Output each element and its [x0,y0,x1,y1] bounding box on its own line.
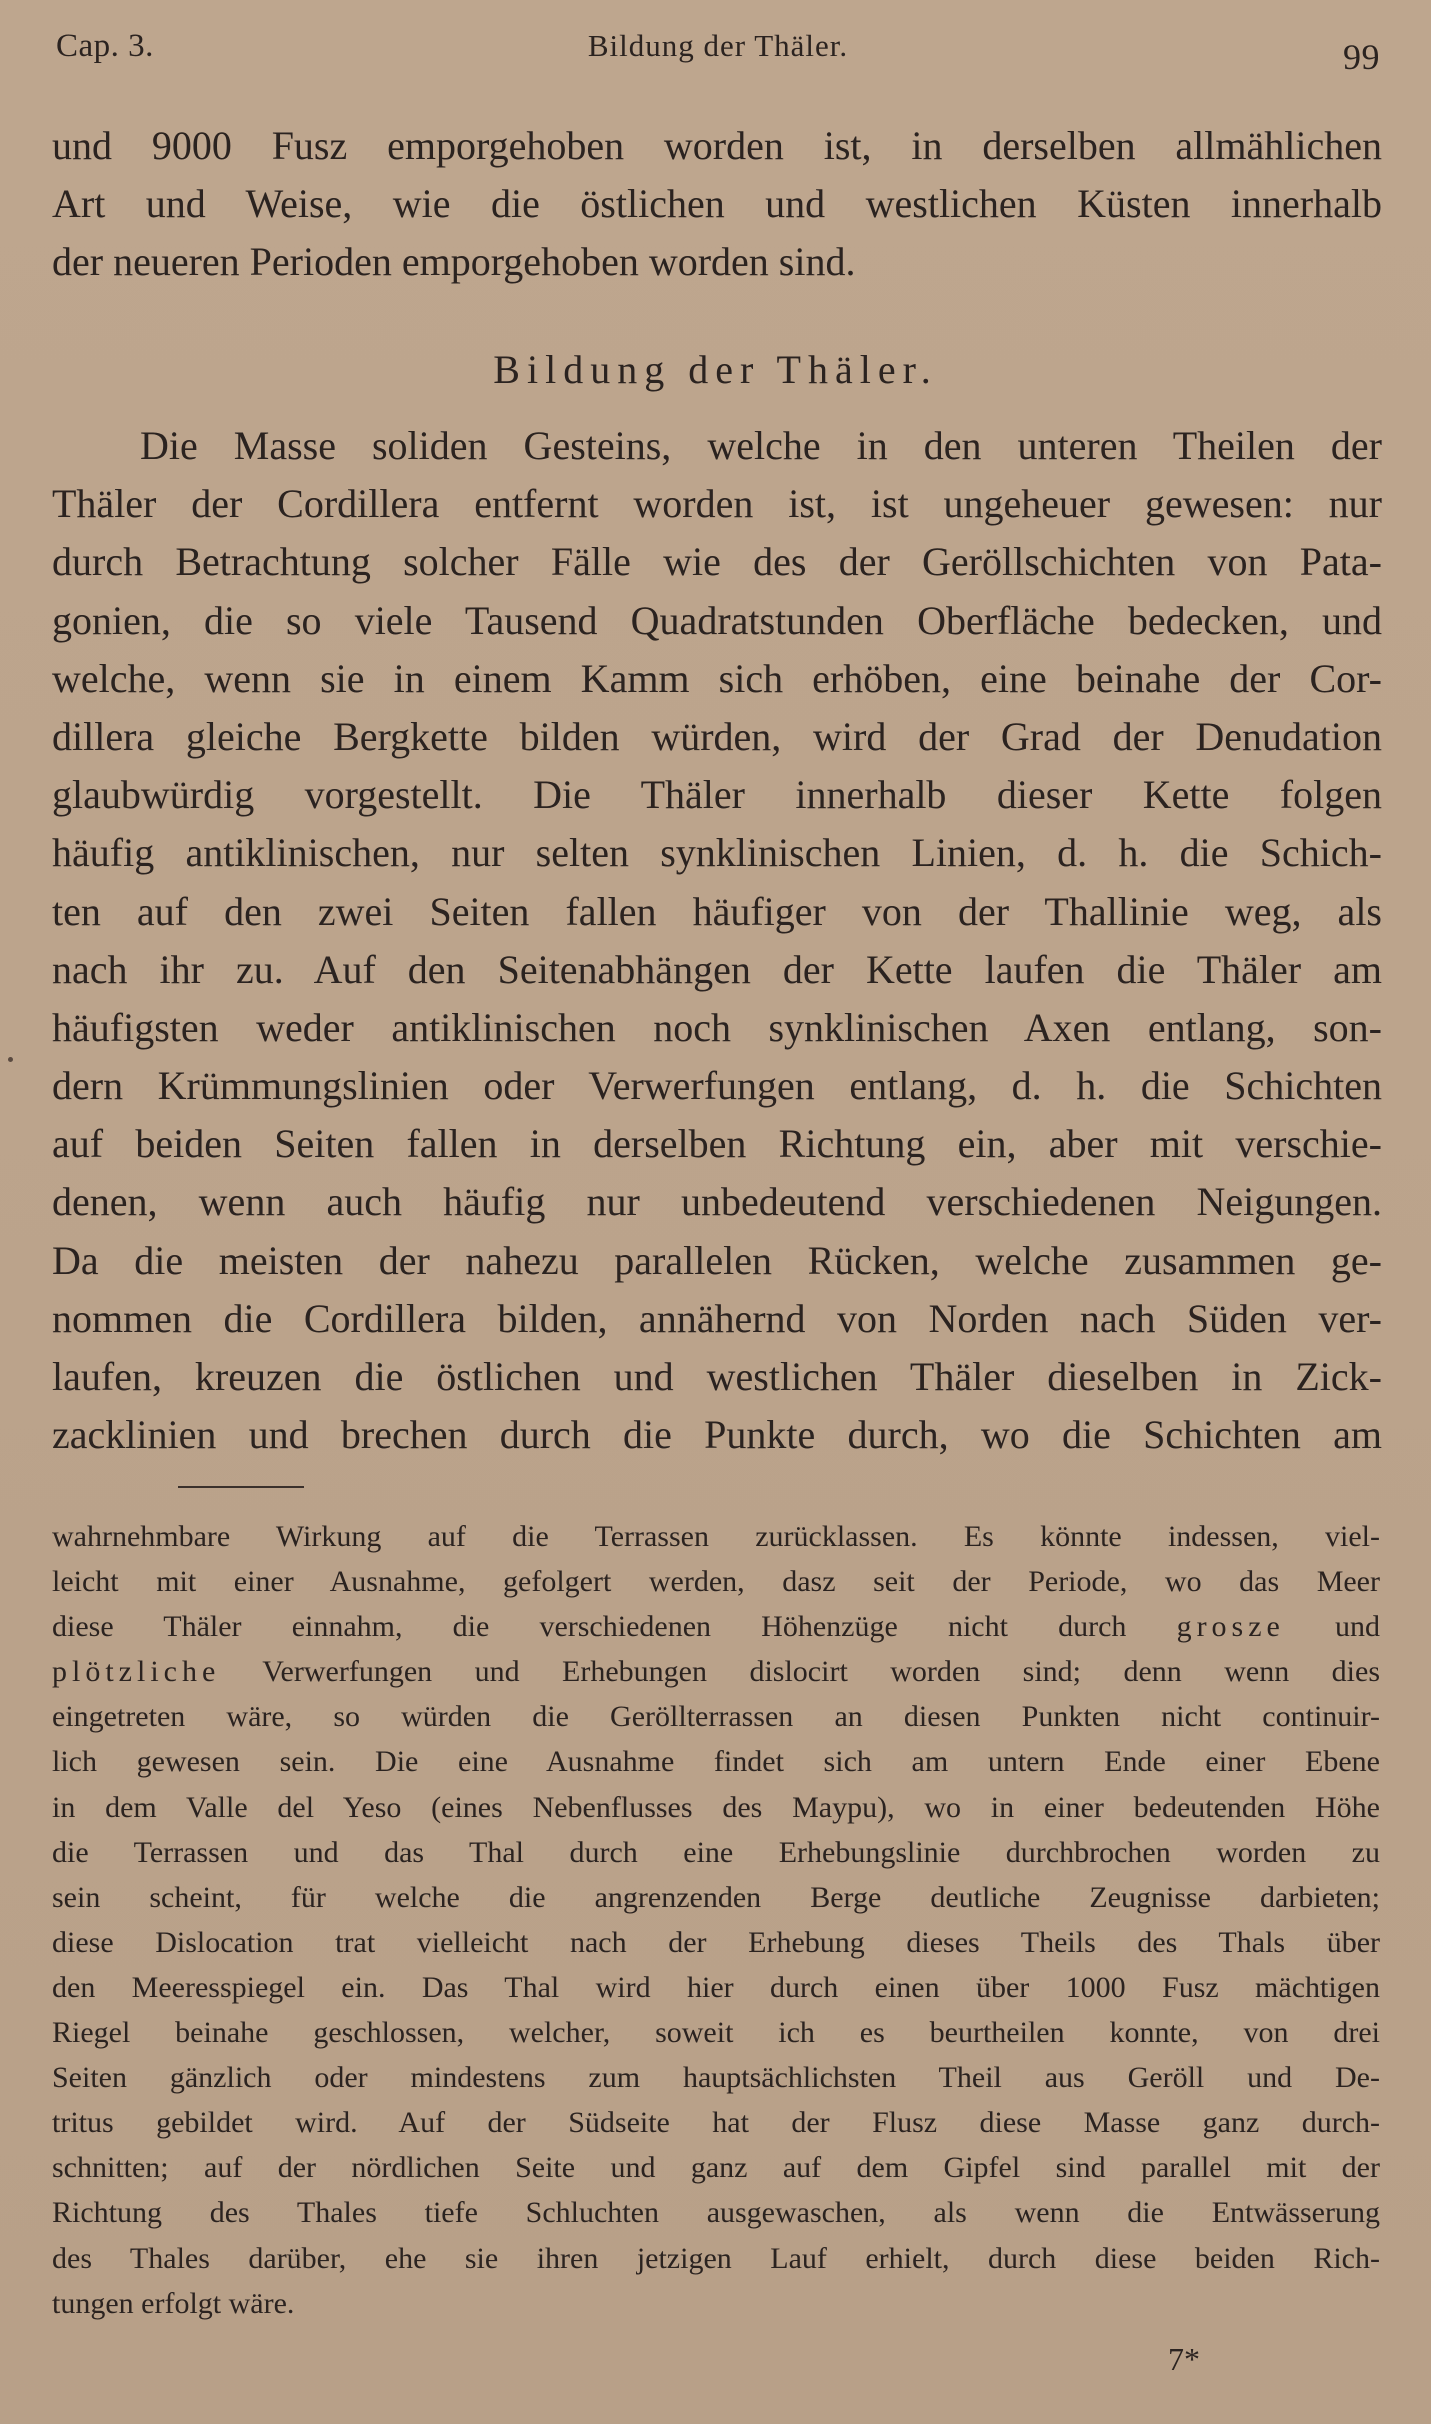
footnote-line: den Meeresspiegel ein. Das Thal wird hier durch einen über 1000 Fusz mächtigen [52,1970,1380,2004]
footnote-line: schnitten; auf der nördlichen Seite und ganz auf dem Gipfel sind parallel mit der [52,2151,1380,2185]
text-line: zacklinien und brechen durch die Punkte durch, wo die Schichten am [52,1412,1382,1458]
running-head [56,28,1380,78]
text-line: Thäler der Cordillera entfernt worden ist, ist ungeheuer gewesen: nur [52,481,1382,527]
footnote-line: Richtung des Thales tiefe Schluchten ausgewaschen, als wenn die Entwässerung [52,2196,1380,2230]
text-line: laufen, kreuzen die östlichen und westlichen Thäler dieselben in Zick- [52,1354,1382,1399]
text-line: nommen die Cordillera bilden, annähernd von Norden nach Süden ver- [52,1295,1382,1341]
printer-signature: 7* [1168,2341,1200,2377]
footnote-line: wahrnehmbare Wirkung auf die Terrassen zurücklassen. Es könnte indessen, viel- [52,1520,1380,1553]
text-line: glaubwürdig vorgestellt. Die Thäler innerhalb dieser Kette folgen [52,772,1382,818]
intro-paragraph [52,117,1382,292]
footnote [52,1514,1380,2326]
text-line: welche, wenn sie in einem Kamm sich erhöben, eine beinahe der Cor- [52,655,1382,701]
chapter-label: Cap. 3. [56,28,154,64]
text-line: dern Krümmungslinien oder Verwerfungen entlang, d. h. die Schichten [52,1063,1382,1109]
footnote-text: diese Thäler einnahm, die verschiedenen Höhenzüge nicht durch [52,1610,1127,1644]
text-line: dillera gleiche Bergkette bilden würden, wird der Grad der Denudation [52,713,1382,759]
footnote-line [52,1604,1380,1649]
footnote-rule [178,1486,304,1488]
footnote-text: Verwerfungen und Erhebungen dislocirt worden sind; denn wenn dies [262,1655,1380,1689]
running-title: Bildung der Thäler. [587,28,849,63]
footnote-line: die Terrassen und das Thal durch eine Erhebungslinie durchbrochen worden zu [52,1835,1380,1869]
text-line: gonien, die so viele Tausend Quadratstunden Oberfläche bedecken, und [52,597,1382,643]
footnote-line: Riegel beinahe geschlossen, welcher, soweit ich es beurtheilen konnte, von drei [52,2016,1380,2050]
text-line: der neueren Perioden emporgehoben worden sind. [52,239,856,285]
text-line: durch Betrachtung solcher Fälle wie des der Geröllschichten von Pata- [52,539,1382,585]
text-line: Art und Weise, wie die östlichen und westlichen Küsten innerhalb [52,181,1382,227]
text-line: häufig antiklinischen, nur selten synklinischen Linien, d. h. die Schich- [52,830,1382,876]
footnote-line: tritus gebildet wird. Auf der Südseite hat der Flusz diese Masse ganz durch- [52,2106,1380,2140]
emphasized-word: grosze [1176,1610,1285,1644]
margin-mark [8,1057,13,1062]
footnote-line [52,1649,1380,1694]
text-line: und 9000 Fusz emporgehoben worden ist, in derselben allmählichen [52,123,1382,168]
footnote-line: sein scheint, für welche die angrenzenden Berge deutliche Zeugnisse darbieten; [52,1880,1380,1914]
text-line: auf beiden Seiten fallen in derselben Richtung ein, aber mit verschie- [52,1121,1382,1167]
text-line: Da die meisten der nahezu parallelen Rücken, welche zusammen ge- [52,1237,1382,1283]
footnote-line: lich gewesen sein. Die eine Ausnahme findet sich am untern Ende einer Ebene [52,1745,1380,1779]
footnote-line: Seiten gänzlich oder mindestens zum hauptsächlichsten Theil aus Geröll und De- [52,2061,1380,2095]
footnote-line: in dem Valle del Yeso (eines Nebenflusses des Maypu), wo in einer bedeutenden Höhe [52,1790,1380,1824]
footnote-line: tungen erfolgt wäre. [52,2286,295,2320]
emphasized-word: plötzliche [52,1655,221,1689]
page-number: 99 [1343,37,1380,77]
text-line: denen, wenn auch häufig nur unbedeutend verschiedenen Neigungen. [52,1179,1382,1225]
body-paragraph [52,417,1382,1464]
footnote-line: leicht mit einer Ausnahme, gefolgert werden, dasz seit der Periode, wo das Meer [52,1565,1380,1599]
text-line: ten auf den zwei Seiten fallen häufiger von der Thallinie weg, als [52,888,1382,934]
footnote-text: und [1335,1610,1381,1644]
text-line: Die Masse soliden Gesteins, welche in den unteren Theilen der [140,423,1382,468]
text-line: häufigsten weder antiklinischen noch synklinischen Axen entlang, son- [52,1004,1382,1050]
section-heading: Bildung der Thäler. [493,347,938,392]
footnote-line: des Thales darüber, ehe sie ihren jetzigen Lauf erhielt, durch diese beiden Rich- [52,2241,1380,2275]
footnote-line: eingetreten wäre, so würden die Geröllterrassen an diesen Punkten nicht continuir- [52,1700,1380,1734]
footnote-line: diese Dislocation trat vielleicht nach der Erhebung dieses Theils des Thals über [52,1925,1380,1959]
text-line: nach ihr zu. Auf den Seitenabhängen der Kette laufen die Thäler am [52,946,1382,992]
